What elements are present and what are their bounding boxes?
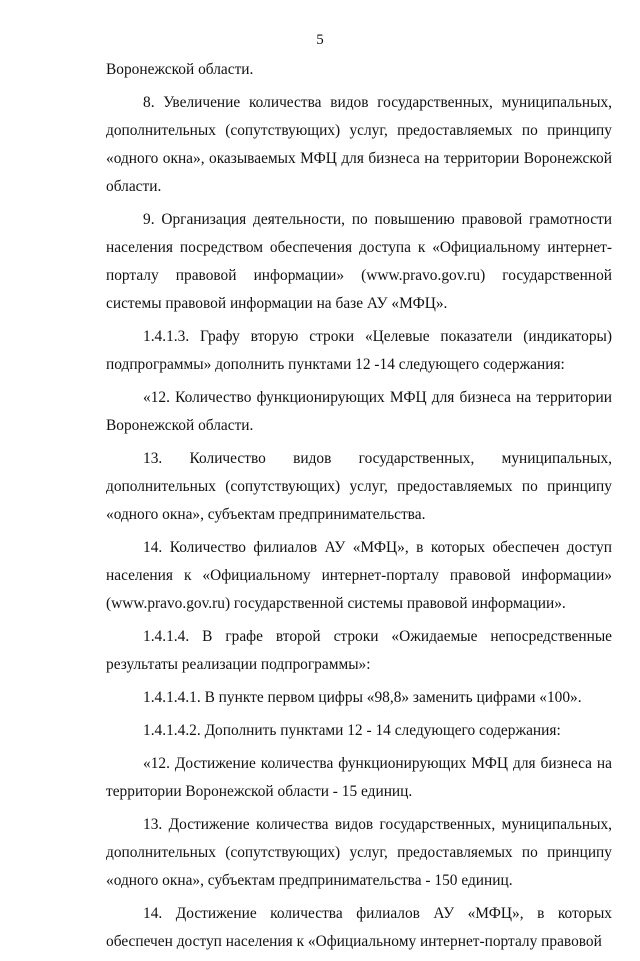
document-body [106,56,612,961]
paragraph-1-4-1-4-2: 1.4.1.4.2. Дополнить пунктами 12 - 14 следующего содержания: [143,722,561,739]
paragraph-indicator-13: 13. Количество видов государственных, муниципальных, дополнительных (сопутствующих) услуг, предоставляемых по принципу «одного окна», субъектам предпринимательства. [106,450,612,523]
paragraph-1-4-1-4: 1.4.1.4. В графе второй строки «Ожидаемые непосредственные результаты реализации подпрограммы»: [106,628,612,673]
paragraph-indicator-14: 14. Количество филиалов АУ «МФЦ», в которых обеспечен доступ населения к «Официальному интернет-порталу правовой информации» (www.pravo.gov.ru) государственной системы правовой информации». [106,539,612,612]
paragraph-result-13: 13. Достижение количества видов государственных, муниципальных, дополнительных (сопутствующих) услуг, предоставляемых по принципу «одного окна», субъектам предпринимательства - 150 единиц. [106,816,612,889]
paragraph-item-8: 8. Увеличение количества видов государственных, муниципальных, дополнительных (сопутствующих) услуг, предоставляемых по принципу «одного окна», оказываемых МФЦ для бизнеса на территории Воронежской области. [106,94,612,195]
paragraph-continuation: Воронежской области. [106,61,254,78]
paragraph-item-9: 9. Организация деятельности, по повышению правовой грамотности населения посредством обеспечения доступа к «Официальному интернет-порталу правовой информации» (www.pravo.gov.ru) государственной системы правовой информации на базе АУ «МФЦ». [106,211,612,312]
paragraph-result-12: «12. Достижение количества функционирующих МФЦ для бизнеса на территории Воронежской области - 15 единиц. [106,755,612,800]
paragraph-indicator-12: «12. Количество функционирующих МФЦ для бизнеса на территории Воронежской области. [106,389,612,434]
page-number: 5 [316,32,324,48]
paragraph-1-4-1-3: 1.4.1.3. Графу вторую строки «Целевые показатели (индикаторы) подпрограммы» дополнить пунктами 12 -14 следующего содержания: [106,328,612,373]
paragraph-1-4-1-4-1: 1.4.1.4.1. В пункте первом цифры «98,8» заменить цифрами «100». [143,689,582,706]
paragraph-result-14: 14. Достижение количества филиалов АУ «МФЦ», в которых обеспечен доступ населения к «Официальному интернет-порталу правовой [106,905,612,950]
